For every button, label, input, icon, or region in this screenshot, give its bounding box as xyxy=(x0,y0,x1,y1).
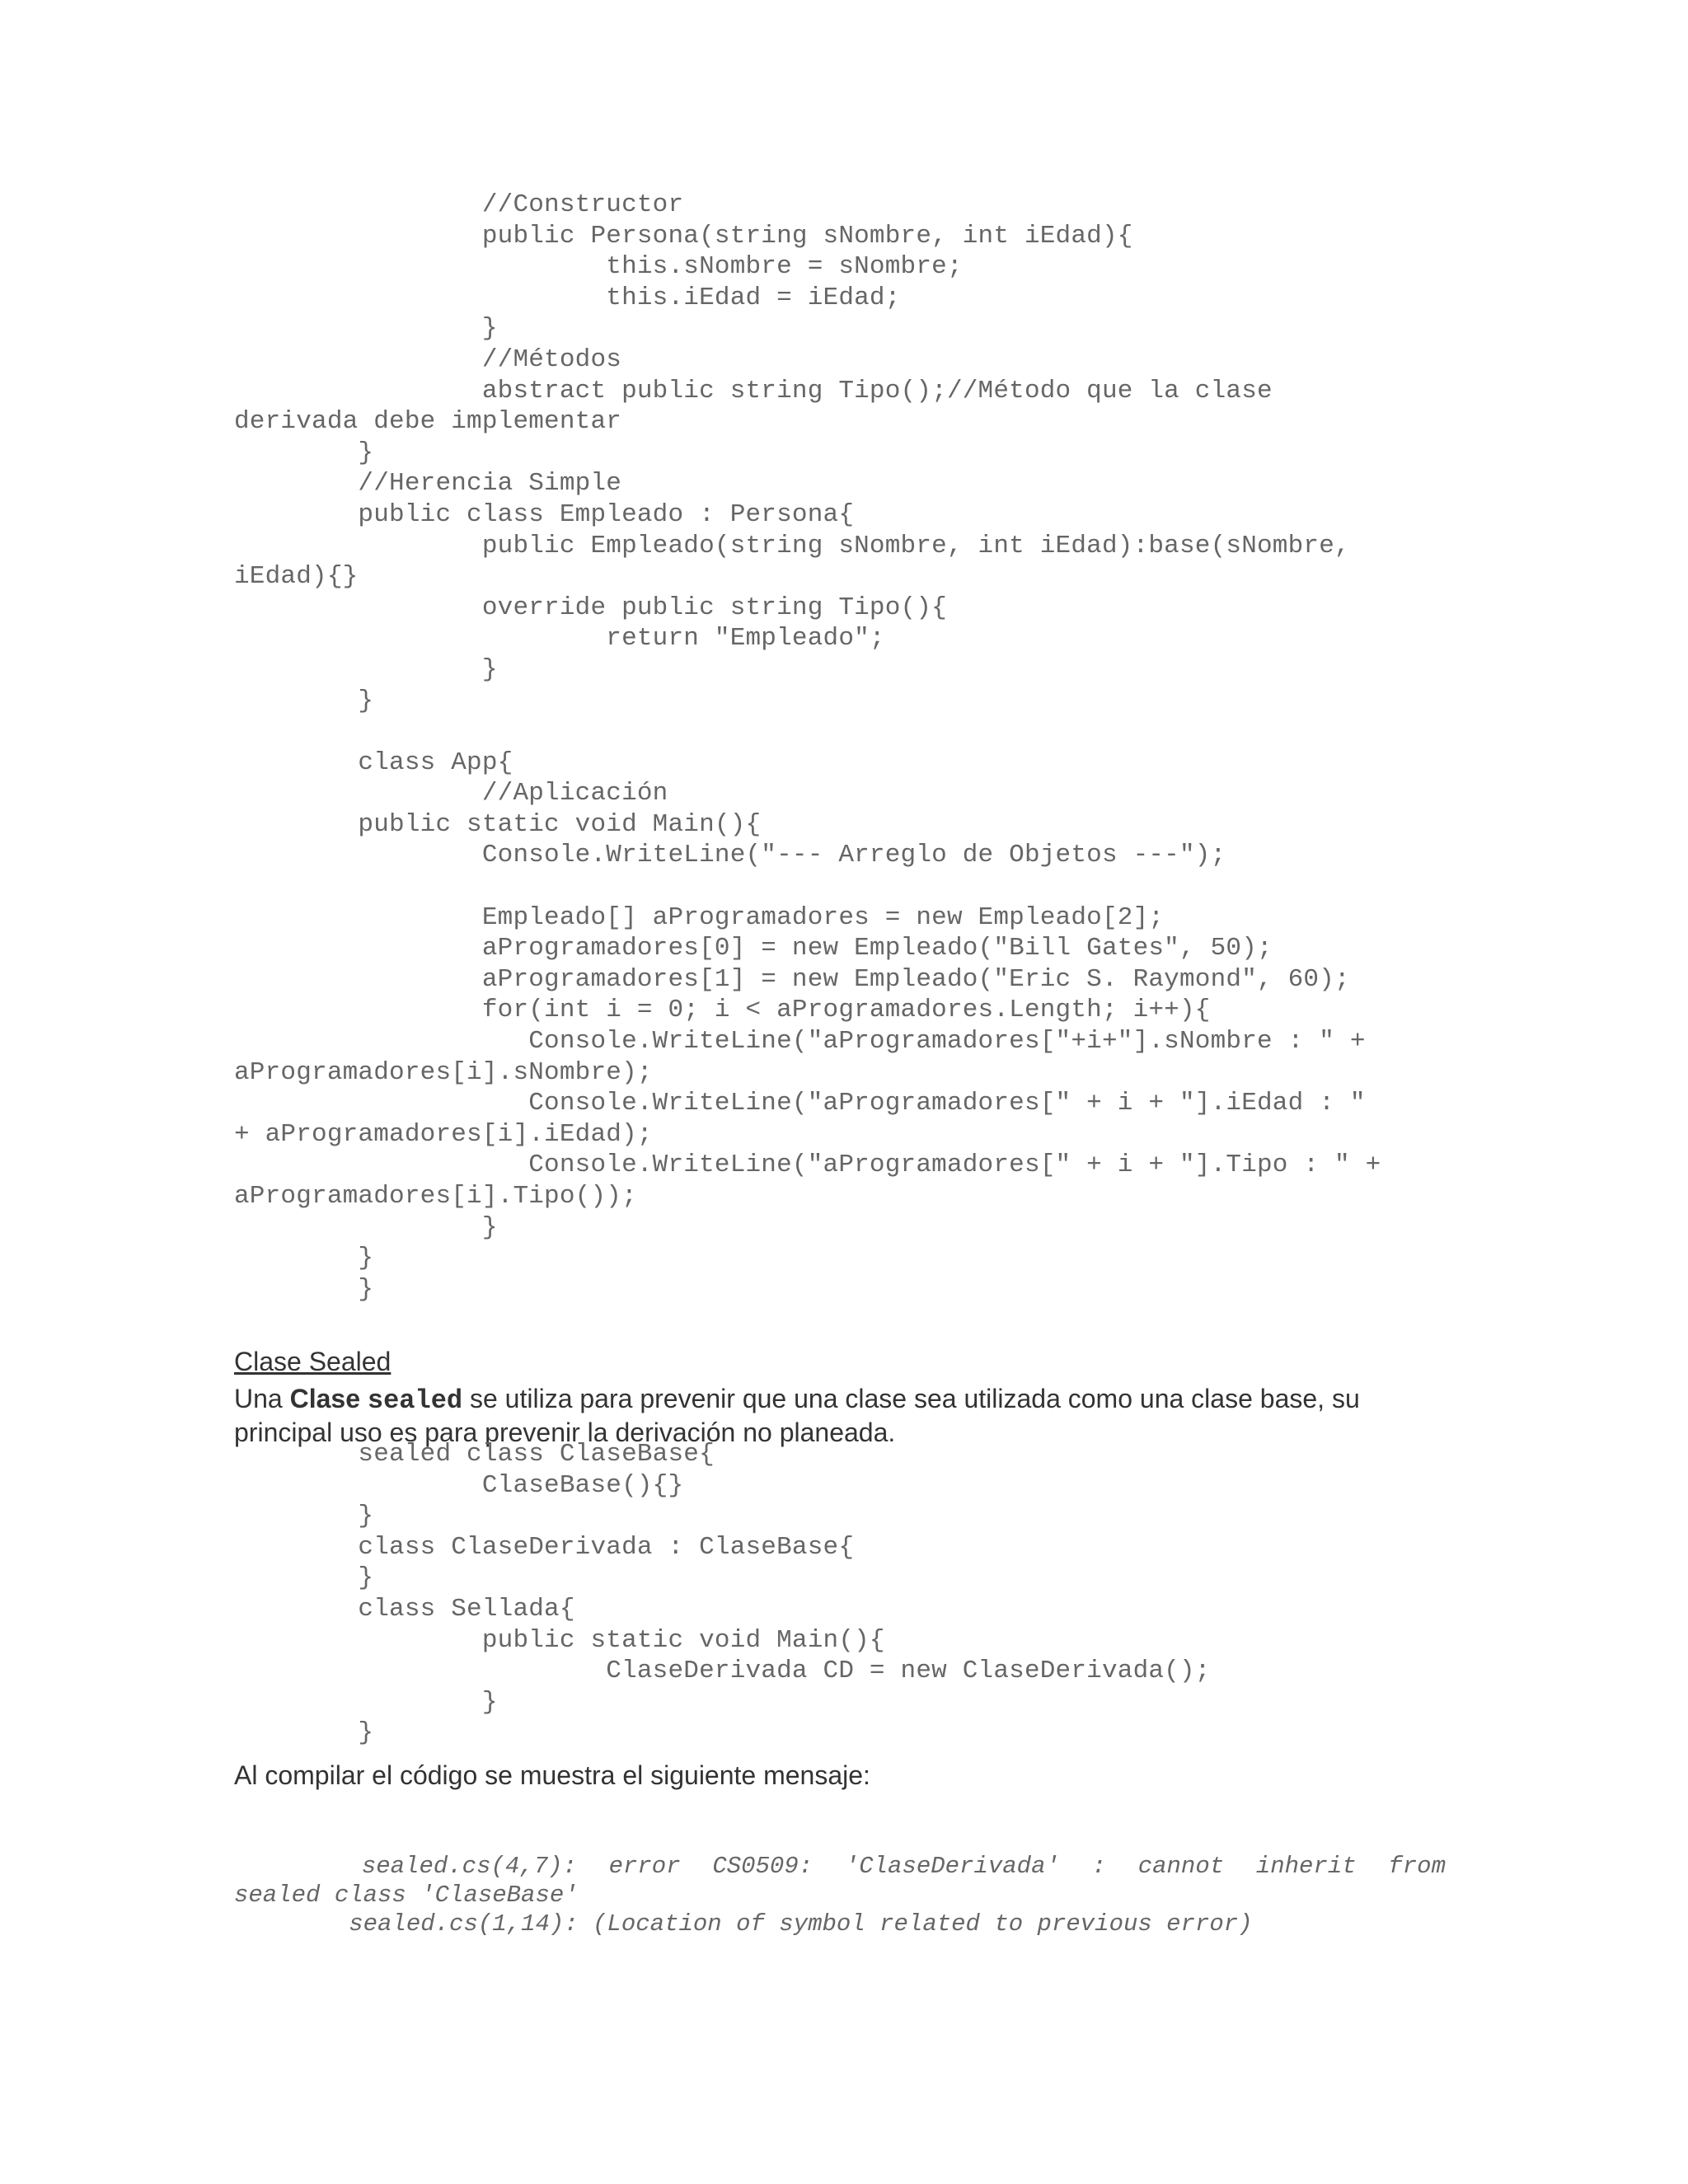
compile-message-text: Al compilar el código se muestra el siguiente mensaje: xyxy=(234,1760,870,1790)
error-line-2: sealed class 'ClaseBase' xyxy=(234,1882,579,1909)
intro-rest: se utiliza para prevenir que una clase sea utilizada como una clase base, su principal uso es para prevenir la derivación no planeada. xyxy=(234,1384,1360,1447)
error-line-1: sealed.cs(4,7): error CS0509: 'ClaseDerivada' : cannot inherit from xyxy=(234,1853,1446,1880)
code-block-sealed-example: sealed class ClaseBase{ ClaseBase(){} } class ClaseDerivada : ClaseBase{ } class Sellada{ public static void Main(){ ClaseDerivada CD = new ClaseDerivada(); } } xyxy=(358,1440,1211,1748)
code-block-persona-empleado-app: //Constructor public Persona(string sNombre, int iEdad){ this.sNombre = sNombre; this.iEdad = iEdad; } //Métodos abstract public string Tipo();//Método que la clase derivada debe implementar } //Herencia Simple public class Empleado : Persona{ public Empleado(string sNombre, int iEdad):base(sNombre, iEdad){} override public string Tipo(){ return "Empleado"; } } class App{ //Aplicación public static void Main(){ Console.WriteLine("--- Arreglo de Objetos ---"); Empleado[] aProgramadores = new Empleado[2]; aProgramadores[0] = new Empleado("Bill Gates", 50); aProgramadores[1] = new Empleado("Eric S. Raymond", 60); for(int i = 0; i < aProgramadores.Length; i++){ Console.WriteLine("aProgramadores["+i+"].sNombre : " + aProgramadores[i].sNombre); Console.WriteLine("aProgramadores[" + i + "].iEdad : " + aProgramadores[i].iEdad); Console.WriteLine("aProgramadores[" + i + "].Tipo : " + aProgramadores[i].Tipo()); } } } xyxy=(234,190,1381,1304)
intro-prefix: Una xyxy=(234,1384,290,1413)
section-heading: Clase Sealed xyxy=(234,1347,392,1376)
error-line-3: sealed.cs(1,14): (Location of symbol related to previous error) xyxy=(234,1910,1253,1938)
intro-bold-word: Clase xyxy=(289,1384,360,1413)
intro-keyword: sealed xyxy=(367,1385,463,1416)
